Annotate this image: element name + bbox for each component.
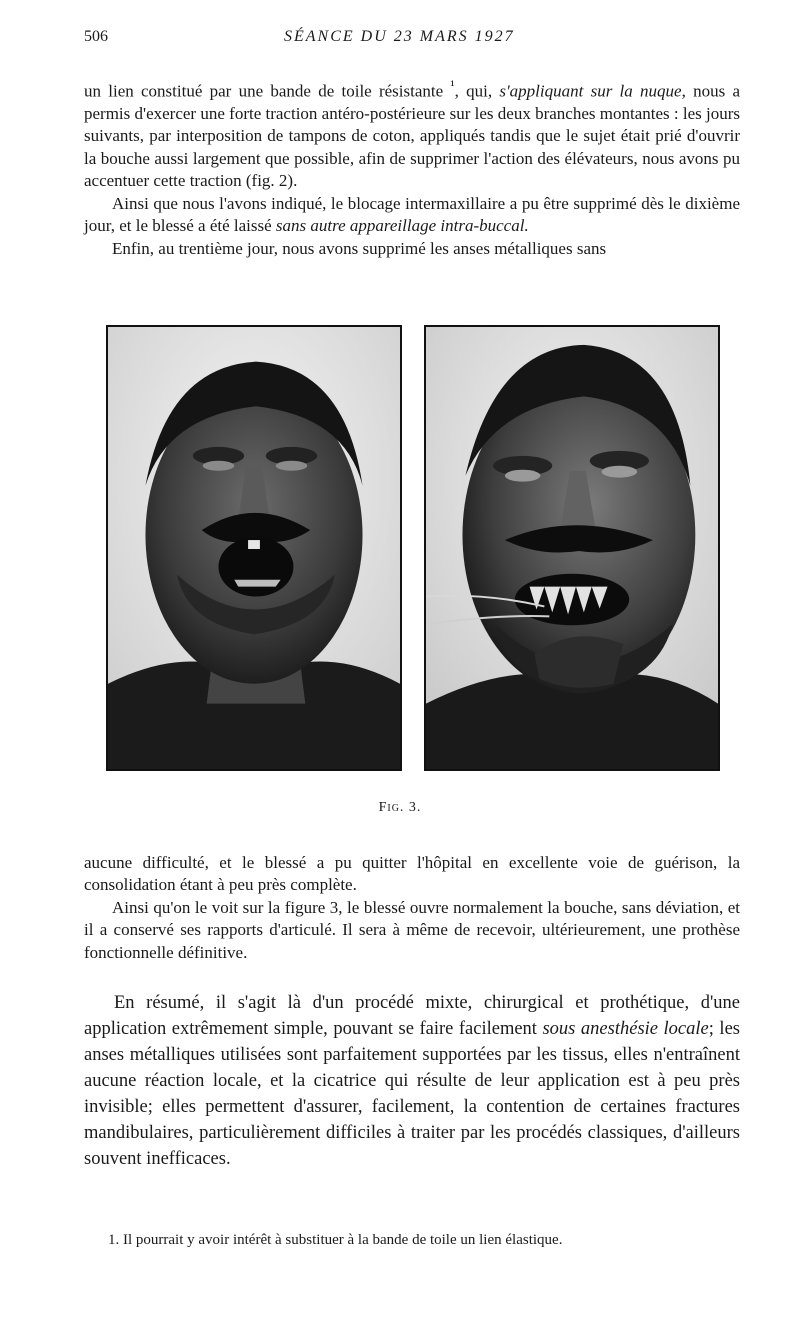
- paragraph-6-text: En résumé, il s'agit là d'un procédé mixte, chirurgical et prothétique, d'une application extrêmement simple, pouvant se faire facilement: [84, 993, 740, 1039]
- text-block-top: [84, 75, 740, 260]
- paragraph-2-italic: sans autre appareillage intra-buccal.: [275, 216, 529, 236]
- paragraph-1-text: un lien constitué par une bande de toile résistante: [84, 81, 451, 101]
- paragraph-6: [84, 990, 740, 1172]
- paragraph-1-text: , nous a permis d'exercer une forte traction antéro-postérieure sur les deux branches montantes : les jours suivants, par interposition de tampons de coton, appliqués tandis que le sujet était prié d'ouvrir la bouche aussi largement que possible, afin de supprimer l'action des élévateurs, nous avons pu accentuer cette traction (fig. 2).: [84, 81, 740, 191]
- paragraph-3-text: Enfin, au trentième jour, nous avons supprimé les anses métalliques sans: [112, 238, 607, 258]
- footnote-reference: ¹: [450, 78, 455, 94]
- figure-photo-left: [106, 325, 402, 771]
- figure-photo-right: [424, 325, 720, 771]
- text-block-after-figure: [84, 852, 740, 964]
- patient-portrait-teeth: [426, 327, 718, 769]
- paragraph-6-italic: sous anesthésie locale: [542, 1019, 709, 1039]
- paragraph-4-text: aucune difficulté, et le blessé a pu quitter l'hôpital en excellente voie de guérison, la consolidation étant à peu près complète.: [84, 853, 740, 895]
- paragraph-2: [84, 193, 740, 238]
- paragraph-5: [84, 897, 740, 964]
- text-block-summary: [84, 990, 740, 1172]
- footnote: [108, 1230, 740, 1250]
- patient-portrait-front: [108, 327, 400, 769]
- paragraph-5-text: Ainsi qu'on le voit sur la figure 3, le blessé ouvre normalement la bouche, sans déviation, et il a conservé ses rapports d'articulé. Il sera à même de recevoir, ultérieurement, une prothèse fonctionnelle définitive.: [84, 897, 740, 962]
- paragraph-6-text: ; les anses métalliques utilisées sont parfaitement supportées par les tissus, elles n'entraînent aucune réaction locale, et la cicatrice qui résulte de leur application est à peu près invisible; elles permettent d'assurer, facilement, la contention de certaines fractures mandibulaires, particulièrement difficiles à traiter par les procédés classiques, d'ailleurs souvent inefficaces.: [84, 1019, 740, 1169]
- footnote-text: Il pourrait y avoir intérêt à substituer à la bande de toile un lien élastique.: [119, 1232, 563, 1248]
- paragraph-3: [84, 238, 740, 260]
- page-number: 506: [84, 28, 108, 45]
- paragraph-2-text: Ainsi que nous l'avons indiqué, le blocage intermaxillaire a pu être supprimé dès le dixième jour, et le blessé a été laissé: [84, 193, 740, 236]
- paragraph-4: [84, 852, 740, 897]
- paragraph-1-italic: s'appliquant sur la nuque: [499, 81, 682, 101]
- running-header-title: SÉANCE DU 23 MARS 1927: [284, 28, 515, 45]
- footnote-marker: 1.: [108, 1232, 120, 1248]
- paragraph-1-text: , qui,: [454, 81, 500, 101]
- figure-caption: Fig. 3.: [378, 800, 422, 815]
- running-header: [84, 28, 740, 50]
- paragraph-1: [84, 75, 740, 193]
